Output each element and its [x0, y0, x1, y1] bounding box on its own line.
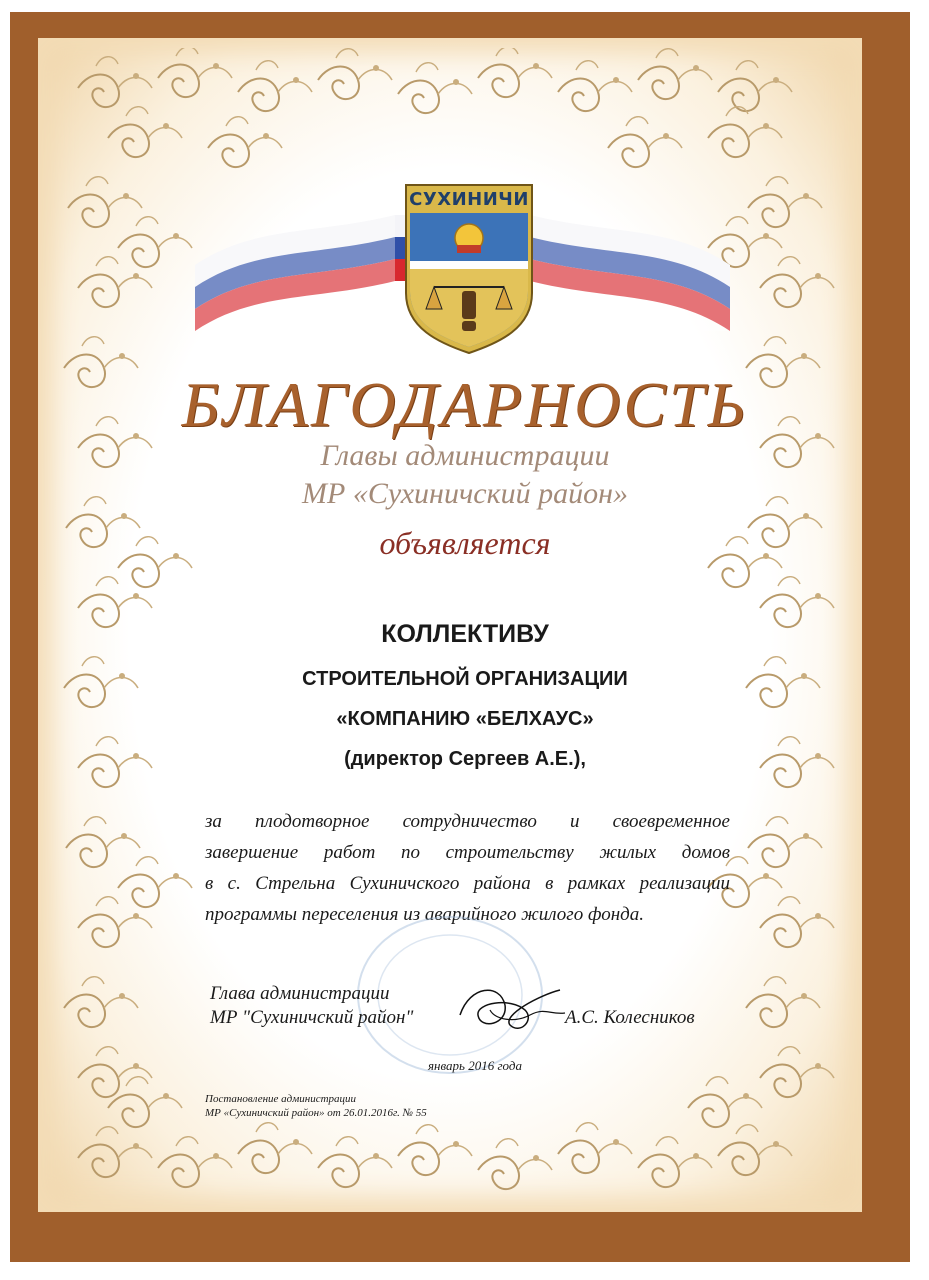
announce-word: объявляется [379, 525, 551, 561]
handwritten-signature [450, 975, 570, 1045]
body-text-line-3: в с. Стрельна Сухиничского района в рамках реализации [205, 873, 730, 894]
resolution-line-2: МР «Сухиничский район» от 26.01.2016г. № 55 [205, 1107, 427, 1119]
recipient-line-4: (директор Сергеев А.Е.), [344, 748, 586, 770]
issuer-line-1: Главы администрации [320, 439, 610, 472]
issue-date: январь 2016 года [428, 1058, 522, 1073]
body-text-line-4: программы переселения из аварийного жилого фонда. [205, 904, 644, 925]
body-text-line-1: за плодотворное сотрудничество и своевременное [205, 811, 730, 832]
resolution-line-1: Постановление администрации [205, 1093, 357, 1105]
signer-role-line-1: Глава администрации [210, 983, 390, 1004]
issuer-line-2: МР «Сухиничский район» [302, 477, 628, 510]
body-text-line-2: завершение работ по строительству жилых домов [205, 842, 730, 863]
coat-of-arms-label: СУХИНИЧИ [409, 189, 529, 210]
signer-name: А.С. Колесников [565, 1007, 695, 1028]
recipient-line-2: СТРОИТЕЛЬНОЙ ОРГАНИЗАЦИИ [302, 668, 628, 690]
signer-role-line-2: МР "Сухиничский район" [210, 1007, 414, 1028]
recipient-line-1: КОЛЛЕКТИВУ [381, 620, 549, 648]
certificate-title: БЛАГОДАРНОСТЬ [181, 369, 749, 440]
recipient-line-3: «КОМПАНИЮ «БЕЛХАУС» [336, 708, 594, 730]
